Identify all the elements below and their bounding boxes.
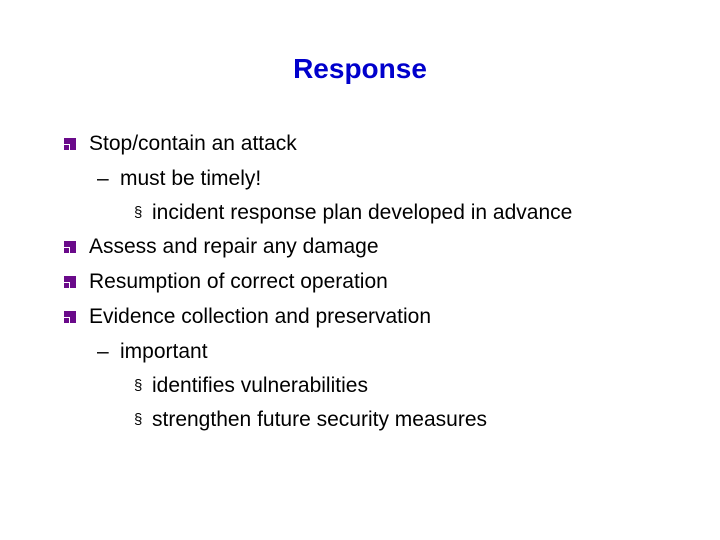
sub-item-important	[97, 339, 208, 365]
square-flag-bullet-icon	[64, 241, 76, 253]
sub-item-must-be-timely	[97, 166, 261, 192]
sub-sub-item-text: strengthen future security measures	[152, 408, 487, 431]
square-flag-bullet-icon	[64, 311, 76, 323]
section-marker: §	[134, 204, 143, 221]
section-marker: §	[134, 377, 143, 394]
sub-item-text: important	[120, 340, 208, 363]
dash-marker: –	[97, 340, 109, 363]
sub-sub-item-strengthen	[134, 407, 487, 433]
sub-sub-item-vulnerabilities	[134, 373, 368, 399]
bullet-item-stop-contain: Stop/contain an attack	[89, 132, 297, 155]
bullet-item-resumption: Resumption of correct operation	[89, 270, 388, 293]
square-flag-bullet-icon	[64, 138, 76, 150]
dash-marker: –	[97, 167, 109, 190]
sub-item-text: must be timely!	[120, 167, 262, 190]
bullet-item-assess-repair: Assess and repair any damage	[89, 235, 379, 258]
slide-title: Response	[293, 53, 427, 84]
sub-sub-item-text: incident response plan developed in advance	[152, 201, 573, 224]
sub-sub-item-incident-plan	[134, 200, 572, 226]
square-flag-bullet-icon	[64, 276, 76, 288]
section-marker: §	[134, 411, 143, 428]
sub-sub-item-text: identifies vulnerabilities	[152, 374, 368, 397]
bullet-item-evidence: Evidence collection and preservation	[89, 305, 432, 328]
